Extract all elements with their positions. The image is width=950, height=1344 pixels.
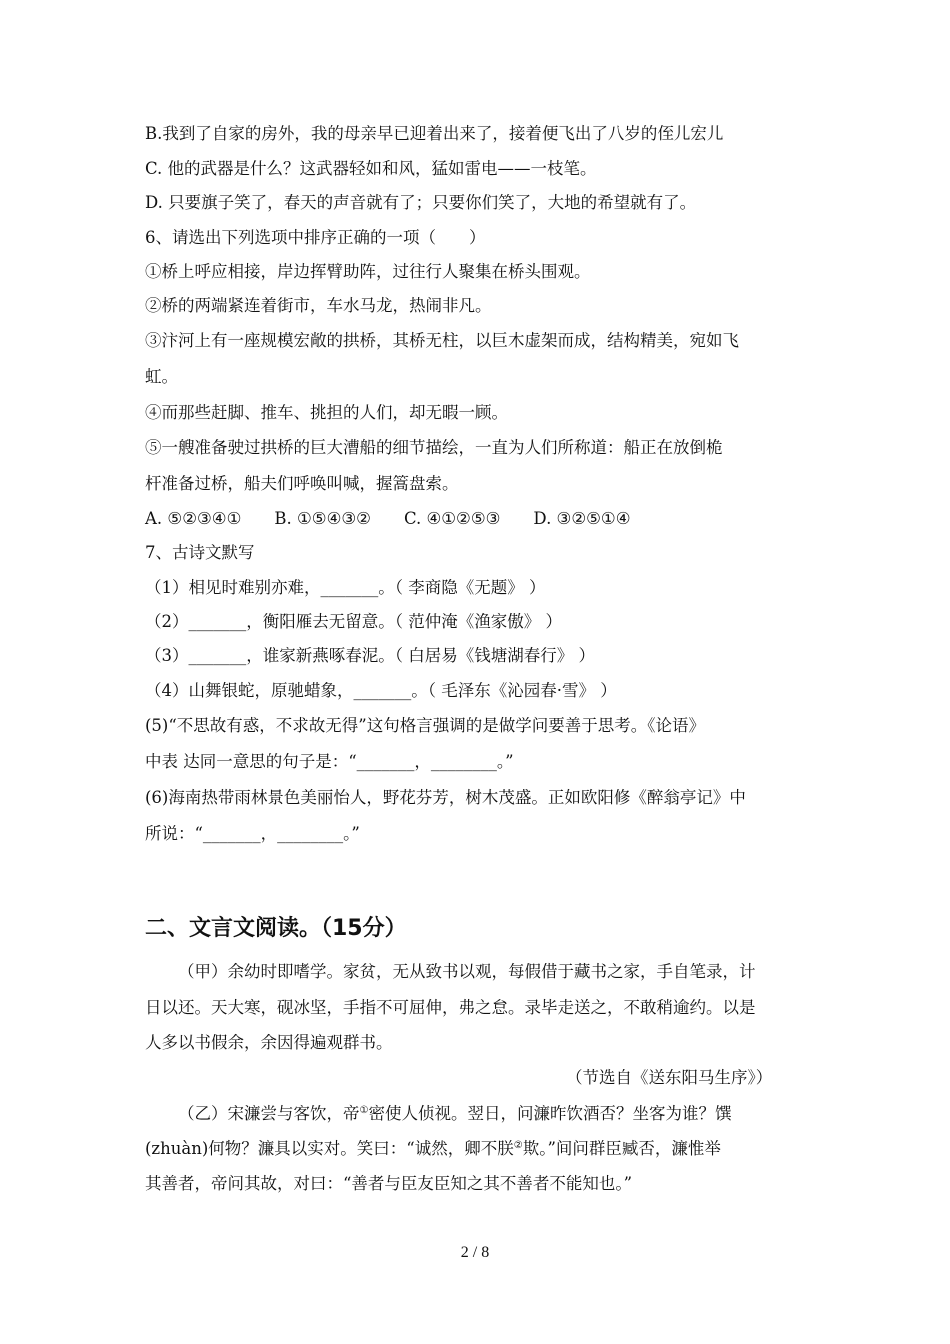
text-span: 欺。”间问群臣臧否，濂惟举: [522, 1139, 721, 1158]
q7-item-5-cont: 中表 达同一意思的句子是：“_______，________。”: [145, 752, 514, 771]
passage-yi-line-1: [178, 1104, 848, 1124]
text-span: 密使人侦视。翌日，问濂昨饮酒否？坐客为谁？馔: [368, 1104, 732, 1123]
q6-sentence-1: ①桥上呼应相接，岸边挥臂助阵，过往行人聚集在桥头围观。: [145, 262, 591, 281]
q6-options: A. ⑤②③④① B. ①⑤④③② C. ④①②⑤③ D. ③②⑤①④: [145, 509, 631, 528]
q5-option-b: B.我到了自家的房外，我的母亲早已迎着出来了，接着便飞出了八岁的侄儿宏儿: [145, 124, 724, 143]
q6-sentence-5-cont: 杆准备过桥，船夫们呼唤叫喊，握篙盘索。: [145, 474, 459, 493]
passage-yi-line-2: [145, 1139, 815, 1159]
q6-sentence-5: ⑤一艘准备驶过拱桥的巨大漕船的细节描绘，一直为人们所称道：船正在放倒桅: [145, 438, 723, 457]
passage-source: （节选自《送东阳马生序》）: [566, 1068, 773, 1087]
q6-question: 6、请选出下列选项中排序正确的一项（ ）: [145, 228, 486, 247]
passage-jia-line-1: （甲）余幼时即嗜学。家贫，无从致书以观，每假借于藏书之家，手自笔录，计: [178, 962, 756, 981]
q5-option-d: D. 只要旗子笑了，春天的声音就有了；只要你们笑了，大地的希望就有了。: [145, 193, 697, 212]
passage-yi-line-3: 其善者，帝问其故，对曰：“善者与臣友臣知之其不善者不能知也。”: [145, 1174, 633, 1193]
q7-item-4: （4）山舞银蛇，原驰蜡象，_______。（ 毛泽东《沁园春·雪》 ）: [145, 681, 617, 700]
q7-item-3: （3）_______，谁家新燕啄春泥。（ 白居易《钱塘湖春行》 ）: [145, 646, 595, 665]
q6-sentence-2: ②桥的两端紧连着街市，车水马龙，热闹非凡。: [145, 296, 492, 315]
q7-item-1: （1）相见时难别亦难，_______。（ 李商隐《无题》 ）: [145, 578, 546, 597]
footnote-marker: ①: [359, 1105, 369, 1116]
q6-sentence-4: ④而那些赶脚、推车、挑担的人们，却无暇一顾。: [145, 403, 508, 422]
q7-item-5: (5)“不思故有惑，不求故无得”这句格言强调的是做学问要善于思考。《论语》: [145, 716, 705, 735]
q6-sentence-3: ③汴河上有一座规模宏敞的拱桥，其桥无柱，以巨木虚架而成，结构精美，宛如飞: [145, 331, 739, 350]
footnote-marker: ②: [513, 1140, 523, 1151]
q7-item-6: (6)海南热带雨林景色美丽怡人，野花芬芳，树木茂盛。正如欧阳修《醉翁亭记》中: [145, 788, 746, 807]
q5-option-c: C. 他的武器是什么？这武器轻如和风，猛如雷电——一枝笔。: [145, 159, 597, 178]
q7-item-6-cont: 所说：“_______，________。”: [145, 824, 360, 843]
passage-jia-line-3: 人多以书假余，余因得遍观群书。: [145, 1033, 393, 1052]
page-number: 2 / 8: [460, 1244, 490, 1261]
q7-item-2: （2）_______，衡阳雁去无留意。（ 范仲淹《渔家傲》 ）: [145, 612, 562, 631]
text-span: (zhuàn)何物？濂具以实对。笑曰：“诚然，卿不朕: [145, 1139, 514, 1158]
q7-question: 7、古诗文默写: [145, 543, 255, 562]
section-title: 二、文言文阅读。（15分）: [145, 916, 407, 941]
passage-jia-line-2: 日以还。天大寒，砚冰坚，手指不可屈伸，弗之怠。录毕走送之，不敢稍逾约。以是: [145, 998, 756, 1017]
q6-sentence-3-cont: 虹。: [145, 367, 178, 386]
text-span: （乙）宋濂尝与客饮，帝: [178, 1104, 360, 1123]
